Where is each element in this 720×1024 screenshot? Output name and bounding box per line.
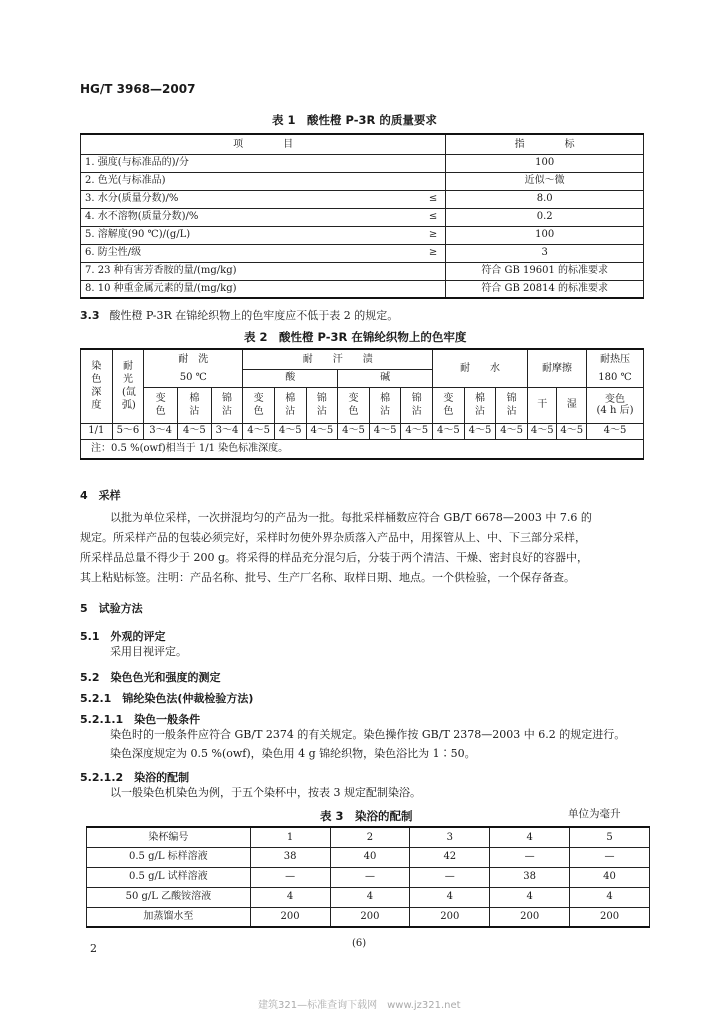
table2-cell: 4～5	[243, 423, 275, 439]
table2-header-water: 耐 水	[433, 349, 528, 387]
section-5-2-1-2-title: 5.2.1.2 染浴的配制	[80, 771, 190, 784]
table2-sub-cotton: 棉沾	[177, 387, 211, 423]
table2-sub-heat	[587, 387, 644, 423]
table2-cell: 4～5	[433, 423, 465, 439]
table1-value: 符合 GB 20814 的标准要求	[446, 280, 644, 298]
table1-symbol	[350, 262, 446, 280]
page-center-number: (6)	[352, 938, 367, 949]
table2-header-light: 耐光(氙弧)	[112, 349, 144, 423]
table2-sub-nylon: 锦沾	[401, 387, 433, 423]
table1-value: 8.0	[446, 190, 644, 208]
table2-sub-dry: 干	[527, 387, 557, 423]
table3-cell: —	[490, 847, 570, 867]
table1-item: 1. 强度(与标准品的)/分	[81, 154, 351, 172]
paragraph-line: 其上粘贴标签。注明：产品名称、批号、生产厂名称、取样日期、地点。一个供检验，一个保存备查。	[80, 571, 575, 584]
table2-cell: 3～4	[211, 423, 243, 439]
table3-header: 3	[410, 827, 490, 847]
table2-sub-cotton: 棉沾	[369, 387, 401, 423]
table1-item: 2. 色光(与标准品)	[81, 172, 351, 190]
heat-change: 变色	[605, 393, 625, 405]
table1-item: 4. 水不溶物(质量分数)/%	[81, 208, 351, 226]
section-5-2-1-1-title: 5.2.1.1 染色一般条件	[80, 713, 201, 726]
section-3-3	[80, 306, 398, 326]
table3-label: 加蒸馏水至	[87, 907, 251, 927]
table2-note: 注：0.5 %(owf)相当于 1/1 染色标准深度。	[81, 439, 644, 459]
section-5-1-title: 5.1 外观的评定	[80, 630, 166, 643]
table1-symbol	[350, 172, 446, 190]
table2-cell: 4～5	[464, 423, 496, 439]
table3-header: 1	[250, 827, 330, 847]
table1-value: 100	[446, 226, 644, 244]
table3-header: 染杯编号	[87, 827, 251, 847]
table1-item: 5. 溶解度(90 ℃)/(g/L)	[81, 226, 351, 244]
table3-cell: —	[250, 867, 330, 887]
table2-header-alkali: 碱	[338, 369, 433, 387]
table1-header-index: 指 标	[446, 134, 644, 154]
section-text: 酸性橙 P-3R 在锦纶织物上的色牢度应不低于表 2 的规定。	[109, 309, 399, 322]
table2-cell: 3～4	[144, 423, 178, 439]
table2-cell: 4～5	[306, 423, 338, 439]
section-5-2-1-title: 5.2.1 锦纶染色法(仲裁检验方法)	[80, 692, 254, 705]
table3-label: 0.5 g/L 标样溶液	[87, 847, 251, 867]
table1-item: 3. 水分(质量分数)/%	[81, 190, 351, 208]
table3-unit: 单位为毫升	[568, 808, 621, 820]
table3-label: 50 g/L 乙酸铵溶液	[87, 887, 251, 907]
table3-header: 4	[490, 827, 570, 847]
table3-cell: 200	[410, 907, 490, 927]
table1-item: 7. 23 种有害芳香胺的量/(mg/kg)	[81, 262, 351, 280]
table3-dye-bath	[86, 826, 650, 928]
table2-header-wash-temp: 50 ℃	[144, 369, 243, 387]
table1-caption: 表 1 酸性橙 P-3R 的质量要求	[272, 113, 437, 127]
table3-cell: 4	[490, 887, 570, 907]
table3-cell: 200	[250, 907, 330, 927]
table1-symbol: ≥	[350, 226, 446, 244]
table2-header-acid: 酸	[243, 369, 338, 387]
table3-cell: 38	[250, 847, 330, 867]
table1-symbol	[350, 154, 446, 172]
table2-cell: 4～5	[557, 423, 587, 439]
table2-sub-wet: 湿	[557, 387, 587, 423]
paragraph-line: 以批为单位采样，一次拼混均匀的产品为一批。每批采样桶数应符合 GB/T 6678—2003 中 7.6 的	[110, 511, 592, 524]
table2-color-fastness	[80, 348, 644, 460]
section-number: 3.3	[80, 309, 100, 322]
watermark: 建筑321—标准查询下载网 www.jz321.net	[258, 1000, 461, 1011]
table1-value: 近似～微	[446, 172, 644, 190]
table2-sub-change: 变色	[338, 387, 370, 423]
table3-cell: 4	[570, 887, 650, 907]
table3-cell: —	[330, 867, 410, 887]
table2-sub-nylon: 锦沾	[496, 387, 528, 423]
table2-cell: 4～5	[587, 423, 644, 439]
table2-cell: 4～5	[177, 423, 211, 439]
page-number: 2	[90, 942, 97, 955]
table3-cell: —	[410, 867, 490, 887]
table1-symbol: ≤	[350, 190, 446, 208]
table2-cell: 4～5	[274, 423, 306, 439]
table2-header-heat-temp: 180 ℃	[587, 369, 644, 387]
table3-caption: 表 3 染浴的配制	[320, 809, 413, 823]
standard-number: HG/T 3968—2007	[80, 82, 196, 96]
section-4-body	[80, 508, 650, 588]
table3-header: 2	[330, 827, 410, 847]
table2-cell: 5～6	[112, 423, 144, 439]
table3-cell: 4	[410, 887, 490, 907]
table2-header-sweat: 耐 汗 渍	[243, 349, 433, 369]
table2-sub-change: 变色	[433, 387, 465, 423]
table3-cell: 40	[330, 847, 410, 867]
table2-cell: 4～5	[496, 423, 528, 439]
table1-symbol: ≥	[350, 244, 446, 262]
section-5-2-1-1-line2: 染色深度规定为 0.5 %(owf)，染色用 4 g 锦纶织物，染色浴比为 1∶50。	[110, 747, 476, 760]
table1-symbol: ≤	[350, 208, 446, 226]
table3-cell: 42	[410, 847, 490, 867]
section-4-title: 4 采样	[80, 489, 121, 502]
section-5-2-1-1-line1: 染色时的一般条件应符合 GB/T 2374 的有关规定。染色操作按 GB/T 2378—2003 中 6.2 的规定进行。	[110, 728, 626, 741]
table2-sub-cotton: 棉沾	[464, 387, 496, 423]
table3-cell: 38	[490, 867, 570, 887]
section-5-1-text: 采用目视评定。	[110, 645, 187, 658]
table2-header-depth: 染色深度	[81, 349, 113, 423]
table3-label: 0.5 g/L 试样溶液	[87, 867, 251, 887]
table3-cell: —	[570, 847, 650, 867]
table1-value: 3	[446, 244, 644, 262]
table1-value: 100	[446, 154, 644, 172]
section-5-title: 5 试验方法	[80, 602, 143, 615]
table3-cell: 4	[330, 887, 410, 907]
table2-sub-change: 变色	[243, 387, 275, 423]
table2-cell: 1/1	[81, 423, 113, 439]
table3-cell: 40	[570, 867, 650, 887]
paragraph-line: 规定。所采样产品的包装必须完好，采样时勿使外界杂质落入产品中，用探管从上、中、下三部分采样，	[80, 531, 586, 544]
table3-cell: 4	[250, 887, 330, 907]
table3-cell: 200	[570, 907, 650, 927]
table2-header-wash: 耐 洗	[144, 349, 243, 369]
table2-header-rub: 耐摩擦	[527, 349, 586, 387]
table2-cell: 4～5	[527, 423, 557, 439]
table3-header: 5	[570, 827, 650, 847]
table2-cell: 4～5	[401, 423, 433, 439]
table1-header-item: 项 目	[81, 134, 446, 154]
table1-symbol	[350, 280, 446, 298]
table2-cell: 4～5	[369, 423, 401, 439]
section-5-2-title: 5.2 染色色光和强度的测定	[80, 671, 221, 684]
table1-value: 0.2	[446, 208, 644, 226]
table2-sub-nylon: 锦沾	[211, 387, 243, 423]
table1-item: 6. 防尘性/级	[81, 244, 351, 262]
table1-quality-requirements	[80, 133, 644, 299]
paragraph-line: 所采样品总量不得少于 200 g。将采得的样品充分混匀后，分装于两个清洁、干燥、密封良好的容器中，	[80, 551, 589, 564]
table1-value: 符合 GB 19601 的标准要求	[446, 262, 644, 280]
table2-sub-cotton: 棉沾	[274, 387, 306, 423]
table2-cell: 4～5	[338, 423, 370, 439]
table3-cell: 200	[490, 907, 570, 927]
table2-header-heat: 耐热压	[587, 349, 644, 369]
heat-time: (4 h 后)	[596, 405, 634, 416]
table2-sub-nylon: 锦沾	[306, 387, 338, 423]
table2-sub-change: 变色	[144, 387, 178, 423]
table1-item: 8. 10 种重金属元素的量/(mg/kg)	[81, 280, 351, 298]
section-5-2-1-2-text: 以一般染色机染色为例，于五个染杯中，按表 3 规定配制染浴。	[110, 786, 421, 799]
table3-cell: 200	[330, 907, 410, 927]
table2-caption: 表 2 酸性橙 P-3R 在锦纶织物上的色牢度	[244, 330, 467, 344]
